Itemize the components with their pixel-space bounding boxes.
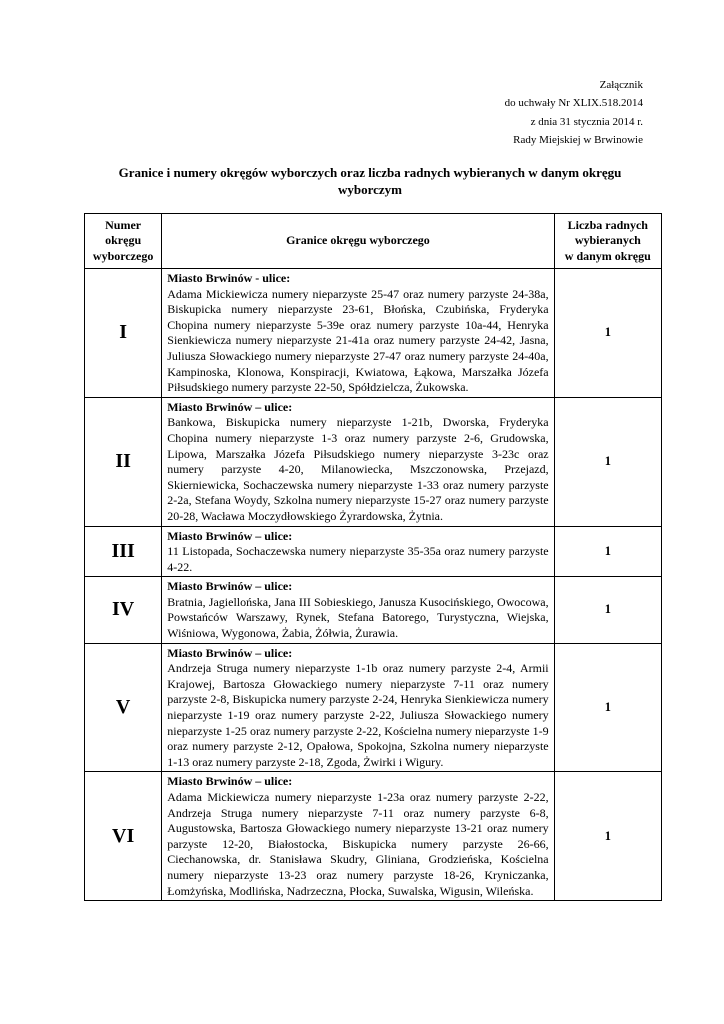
street-list: Andrzeja Struga numery nieparzyste 1-1b oraz numery parzyste 2-4, Armii Krajowej, Bartosza Głowackiego numery nieparzyste 7-11 oraz numery parzyste 2-8, Biskupicka numery parzyste 2-24, Henryka Sienkiewicza numery nieparzyste 1-19 oraz numery parzyste 2-22, Juliusza Słowackiego numery nieparzyste 1-25 oraz numery parzyste 2-22, Kościelna numery nieparzyste 1-9 oraz numery parzyste 2-12, Opałowa, Spokojna, Szkolna numery nieparzyste 1-13 oraz numery parzyste 2-18, Zgoda, Żwirki i Wigury. — [167, 661, 549, 769]
council-name: Rady Miejskiej w Brwinowie — [513, 133, 643, 146]
street-list: Adama Mickiewicza numery nieparzyste 1-23a oraz numery parzyste 2-22, Andrzeja Struga numery nieparzyste 7-11 oraz numery parzyste 6-8, Augustowska, Bartosza Głowackiego numery nieparzyste 13-21 oraz numery parzyste 12-20, Białostocka, Biskupicka numery parzyste 26-66, Ciechanowska, dr. Stanisława Skudry, Gliniana, Grodzieńska, Kościelna numery nieparzyste 13-23 oraz numery parzyste 18-26, Kryniczanka, Łomżyńska, Modlińska, Nadrzeczna, Płocka, Suwalska, Wigusin, Wileńska. — [167, 790, 549, 898]
district-bounds — [162, 643, 554, 772]
table-row — [85, 643, 662, 772]
councillor-count: 1 — [554, 772, 661, 901]
table-row — [85, 269, 662, 398]
councillor-count: 1 — [554, 397, 661, 526]
district-number: V — [85, 643, 162, 772]
councillor-count: 1 — [554, 643, 661, 772]
resolution-number: do uchwały Nr XLIX.518.2014 — [504, 97, 643, 110]
town-label: Miasto Brwinów – ulice: — [167, 774, 293, 789]
town-label: Miasto Brwinów - ulice: — [167, 271, 291, 285]
table-row — [85, 577, 662, 643]
document-title: Granice i numery okręgów wyborczych oraz liczba radnych wybieranych w danym okręgu wyborczym — [118, 165, 622, 197]
header-district-number: Numer okręgu wyborczego — [85, 214, 162, 269]
street-list: Adama Mickiewicza numery nieparzyste 25-47 oraz numery parzyste 24-38a, Biskupicka numery nieparzyste 23-61, Błońska, Czubińska, Fryderyka Chopina numery nieparzyste 5-39e oraz numery parzyste 10a-44, Henryka Sienkiewicza numery nieparzyste 21-41a oraz numery parzyste 24-42, Jasna, Juliusza Słowackiego numery nieparzyste 27-47 oraz numery parzyste 24-40a, Kampinoska, Klonowa, Konspiracji, Kwiatowa, Łąkowa, Marszałka Józefa Piłsudskiego numery parzyste 22-50, Spółdzielcza, Żukowska. — [167, 286, 549, 395]
district-bounds — [162, 526, 554, 577]
district-number: IV — [85, 577, 162, 643]
town-label: Miasto Brwinów – ulice: — [167, 579, 293, 594]
district-number: II — [85, 397, 162, 526]
district-bounds — [162, 577, 554, 643]
district-number: I — [85, 269, 162, 398]
districts-table — [84, 213, 662, 901]
table-header-row — [85, 214, 662, 269]
councillor-count: 1 — [554, 577, 661, 643]
district-bounds — [162, 269, 554, 398]
street-list: 11 Listopada, Sochaczewska numery nieparzyste 35-35a oraz numery parzyste 4-22. — [167, 544, 549, 574]
header-district-bounds: Granice okręgu wyborczego — [162, 214, 554, 269]
district-bounds — [162, 772, 554, 901]
district-number: VI — [85, 772, 162, 901]
councillor-count: 1 — [554, 269, 661, 398]
street-list: Bratnia, Jagiellońska, Jana III Sobieskiego, Janusza Kusocińskiego, Owocowa, Powstańców Warszawy, Rynek, Stefana Batorego, Turystyczna, Wiejska, Wiśniowa, Wygonowa, Żabia, Żółwia, Żurawia. — [167, 594, 549, 641]
header-councillor-count: Liczba radnych wybieranych w danym okręgu — [554, 214, 661, 269]
table-row — [85, 397, 662, 526]
town-label: Miasto Brwinów – ulice: — [167, 528, 293, 543]
resolution-date: z dnia 31 stycznia 2014 r. — [530, 115, 643, 128]
councillor-count: 1 — [554, 526, 661, 577]
town-label: Miasto Brwinów – ulice: — [167, 399, 293, 414]
town-label: Miasto Brwinów – ulice: — [167, 645, 293, 660]
district-number: III — [85, 526, 162, 577]
attachment-header — [505, 76, 643, 149]
table-row — [85, 772, 662, 901]
street-list: Bankowa, Biskupicka numery nieparzyste 1-21b, Dworska, Fryderyka Chopina numery nieparzyste 1-3 oraz numery parzyste 2-6, Grudowska, Lipowa, Marszałka Józefa Piłsudskiego numery nieparzyste 3-23c oraz numery parzyste 4-20, Milanowiecka, Mszczonowska, Przejazd, Skierniewicka, Sochaczewska numery nieparzyste 1-33 oraz numery parzyste 2-2a, Stefana Woydy, Szkolna numery nieparzyste 15-27 oraz numery parzyste 20-28, Wacława Moczydłowskiego Żyrardowska, Żytnia. — [167, 415, 549, 523]
attachment-label: Załącznik — [599, 79, 643, 91]
district-bounds — [162, 397, 554, 526]
table-row — [85, 526, 662, 577]
